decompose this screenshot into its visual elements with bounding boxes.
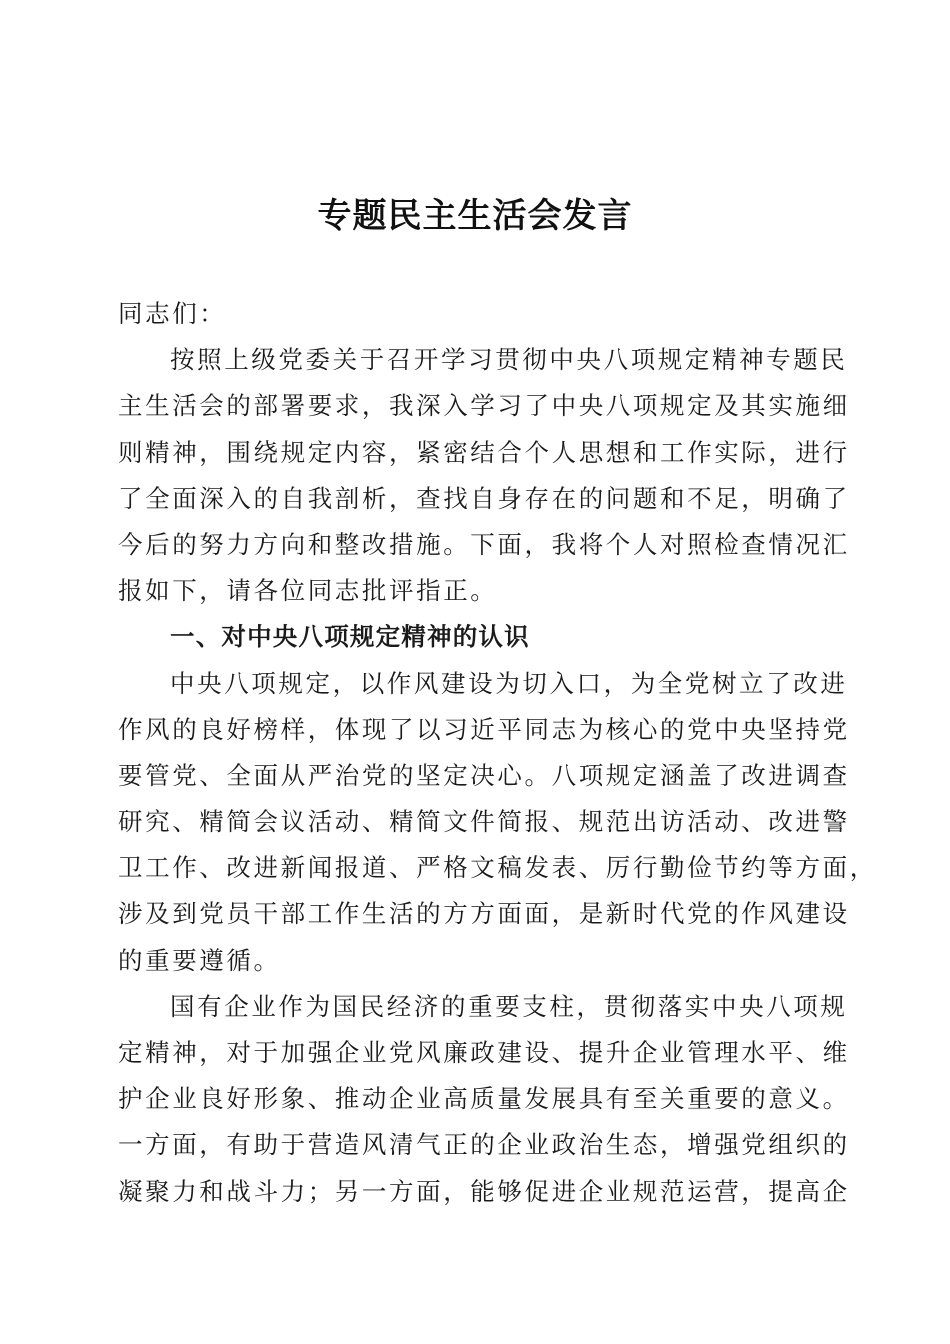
paragraph-line: 主生活会的部署要求，我深入学习了中央八项规定及其实施细 — [118, 391, 850, 421]
salutation: 同志们： — [118, 299, 227, 328]
paragraph-line: 中央八项规定，以作风建设为切入口，为全党树立了改进 — [170, 668, 848, 698]
document-body — [118, 291, 877, 1215]
paragraph-line: 研究、精简会议活动、精简文件简报、规范出访活动、改进警 — [118, 807, 850, 837]
paragraph-line: 今后的努力方向和整改措施。下面，我将个人对照检查情况汇 — [118, 529, 850, 559]
paragraph-line: 的重要遵循。 — [118, 945, 281, 975]
paragraph-intro — [118, 337, 850, 614]
paragraph-line: 国有企业作为国民经济的重要支柱，贯彻落实中央八项规 — [170, 991, 848, 1021]
paragraph-line: 了全面深入的自我剖析，查找自身存在的问题和不足，明确了 — [118, 483, 850, 513]
paragraph-line: 凝聚力和战斗力；另一方面，能够促进企业规范运营，提高企 — [118, 1176, 850, 1206]
paragraph-line: 则精神，围绕规定内容，紧密结合个人思想和工作实际，进行 — [118, 437, 850, 467]
paragraph-line: 作风的良好榜样，体现了以习近平同志为核心的党中央坚持党 — [118, 714, 850, 744]
paragraph-soe — [118, 984, 850, 1215]
paragraph-line: 卫工作、改进新闻报道、严格文稿发表、厉行勤俭节约等方面， — [118, 853, 877, 883]
paragraph-line: 定精神，对于加强企业党风廉政建设、提升企业管理水平、维 — [118, 1038, 850, 1067]
paragraph-line: 涉及到党员干部工作生活的方方面面，是新时代党的作风建设 — [118, 899, 850, 929]
document-title: 专题民主生活会发言 — [317, 196, 633, 236]
paragraph-line: 护企业良好形象、推动企业高质量发展具有至关重要的意义。 — [118, 1084, 850, 1114]
paragraph-line: 要管党、全面从严治党的坚定决心。八项规定涵盖了改进调查 — [118, 760, 850, 790]
paragraph-line: 报如下，请各位同志批评指正。 — [118, 576, 498, 606]
paragraph-line: 按照上级党委关于召开学习贯彻中央八项规定精神专题民 — [170, 345, 848, 375]
paragraph-line: 一方面，有助于营造风清气正的企业政治生态，增强党组织的 — [118, 1130, 850, 1160]
section-heading-1: 一、对中央八项规定精神的认识 — [170, 622, 530, 652]
paragraph-eight-rules — [118, 661, 877, 984]
